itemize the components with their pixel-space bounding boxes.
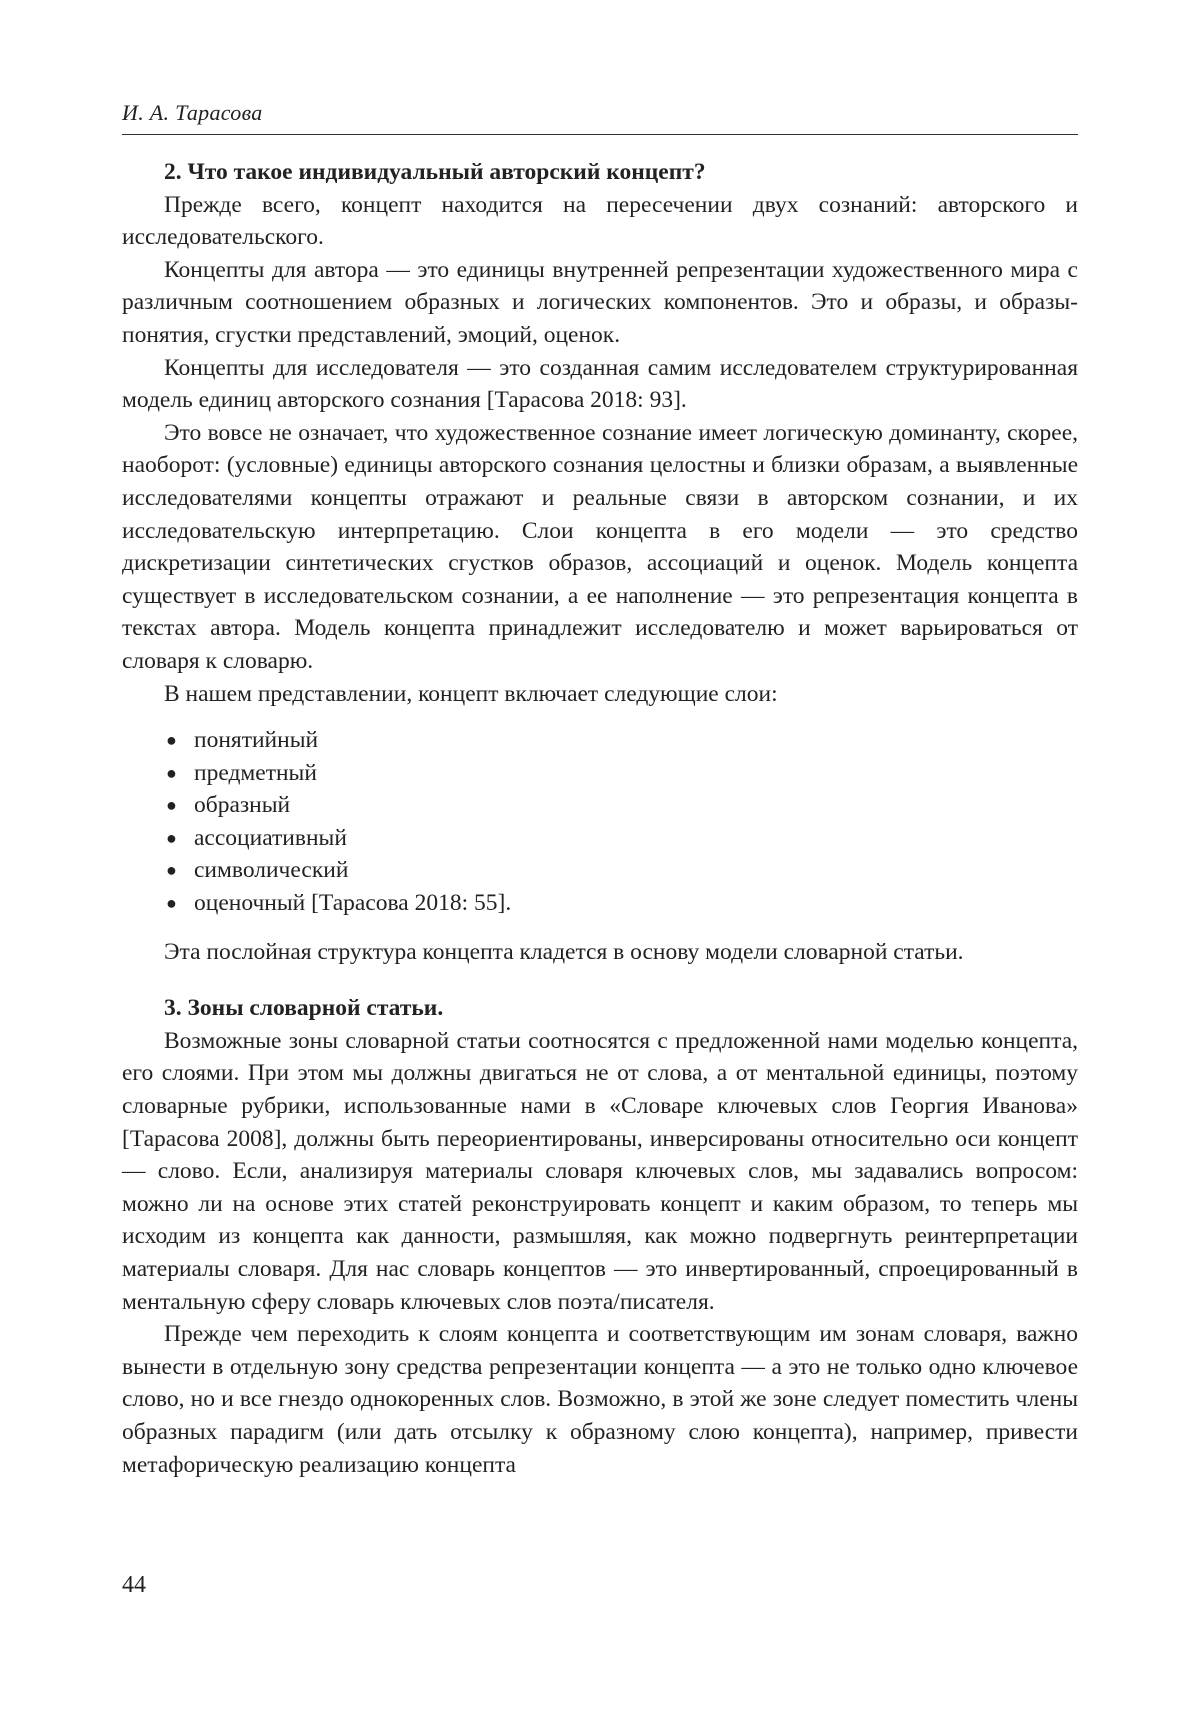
paragraph: Это вовсе не означает, что художественное сознание имеет логическую доминанту, скорее, наоборот: (условные) единицы авторского сознания целостны и близки образам, а выявленные исследователями концепты отражают и реальные связи в авторском сознании, и их исследовательскую интерпретацию. Слои концепта в его модели — это средство дискретизации синтетических сгустков образов, ассоциаций и оценок. Модель концепта существует в исследовательском сознании, а ее наполнение — это репрезентация концепта в текстах автора. Модель концепта принадлежит исследователю и может варьироваться от словаря к словарю.: [122, 419, 1078, 674]
paragraph: Эта послойная структура концепта кладется в основу модели словарной статьи.: [164, 938, 964, 965]
list-item: [164, 854, 1078, 887]
bullet-icon: ●: [166, 730, 177, 751]
paragraph: Прежде всего, концепт находится на пересечении двух сознаний: авторского и исследовательского.: [122, 191, 1078, 251]
bullet-icon: ●: [166, 795, 177, 816]
paragraph: Возможные зоны словарной статьи соотносятся с предложенной нами моделью концепта, его слоями. При этом мы должны двигаться не от слова, а от ментальной единицы, поэтому словарные рубрики, использованные нами в «Словаре ключевых слов Георгия Иванова» [Тарасова 2008], должны быть переориентированы, инверсированы относительно оси концепт — слово. Если, анализируя материалы словаря ключевых слов, мы задавались вопросом: можно ли на основе этих статей реконструировать концепт и каким образом, то теперь мы исходим из концепта как данности, размышляя, как можно подвергнуть реинтерпретации материалы словаря. Для нас словарь концептов — это инвертированный, спроецированный в ментальную сферу словарь ключевых слов поэта/писателя.: [122, 1027, 1078, 1315]
bullet-icon: ●: [166, 860, 177, 881]
list-item-label: символический: [194, 857, 349, 884]
section-2-heading: 2. Что такое индивидуальный авторский концепт?: [164, 159, 706, 185]
header-divider: [122, 134, 1078, 135]
concept-layers-list: [122, 724, 1078, 920]
list-item-label: образный: [194, 792, 291, 819]
bullet-icon: ●: [166, 762, 177, 783]
running-head-author: И. А. Тарасова: [122, 100, 263, 125]
list-item: [164, 789, 1078, 822]
paragraph: Прежде чем переходить к слоям концепта и соответствующим им зонам словаря, важно вынести в отдельную зону средства репрезентации концепта — а это не только одно ключевое слово, но и все гнездо однокоренных слов. Возможно, в этой же зоне следует поместить члены образных парадигм (или дать отсылку к образному слою концепта), например, привести метафорическую реализацию концепта: [122, 1321, 1078, 1478]
paragraph: Концепты для автора — это единицы внутренней репрезентации художественного мира с различным соотношением образных и логических компонентов. Это и образы, и образы-понятия, сгустки представлений, эмоций, оценок.: [122, 256, 1078, 348]
list-item-label: предметный: [194, 759, 317, 786]
list-item: [164, 822, 1078, 855]
list-item: [164, 757, 1078, 790]
book-page: [122, 0, 1078, 1710]
page-body: [122, 156, 1078, 1481]
list-item-label: понятийный: [194, 727, 319, 754]
bullet-icon: ●: [166, 827, 177, 848]
list-item: [164, 724, 1078, 757]
paragraph: В нашем представлении, концепт включает следующие слои:: [164, 680, 778, 707]
list-item-label: оценочный [Тарасова 2018: 55].: [194, 890, 512, 917]
paragraph: Концепты для исследователя — это созданная самим исследователем структурированная модель единиц авторского сознания [Тарасова 2018: 93].: [122, 354, 1078, 414]
list-item-label: ассоциативный: [194, 824, 347, 851]
page-number: 44: [122, 1572, 146, 1598]
bullet-icon: ●: [166, 893, 177, 914]
section-3-heading: 3. Зоны словарной статьи.: [164, 995, 444, 1022]
list-item: [164, 887, 1078, 920]
